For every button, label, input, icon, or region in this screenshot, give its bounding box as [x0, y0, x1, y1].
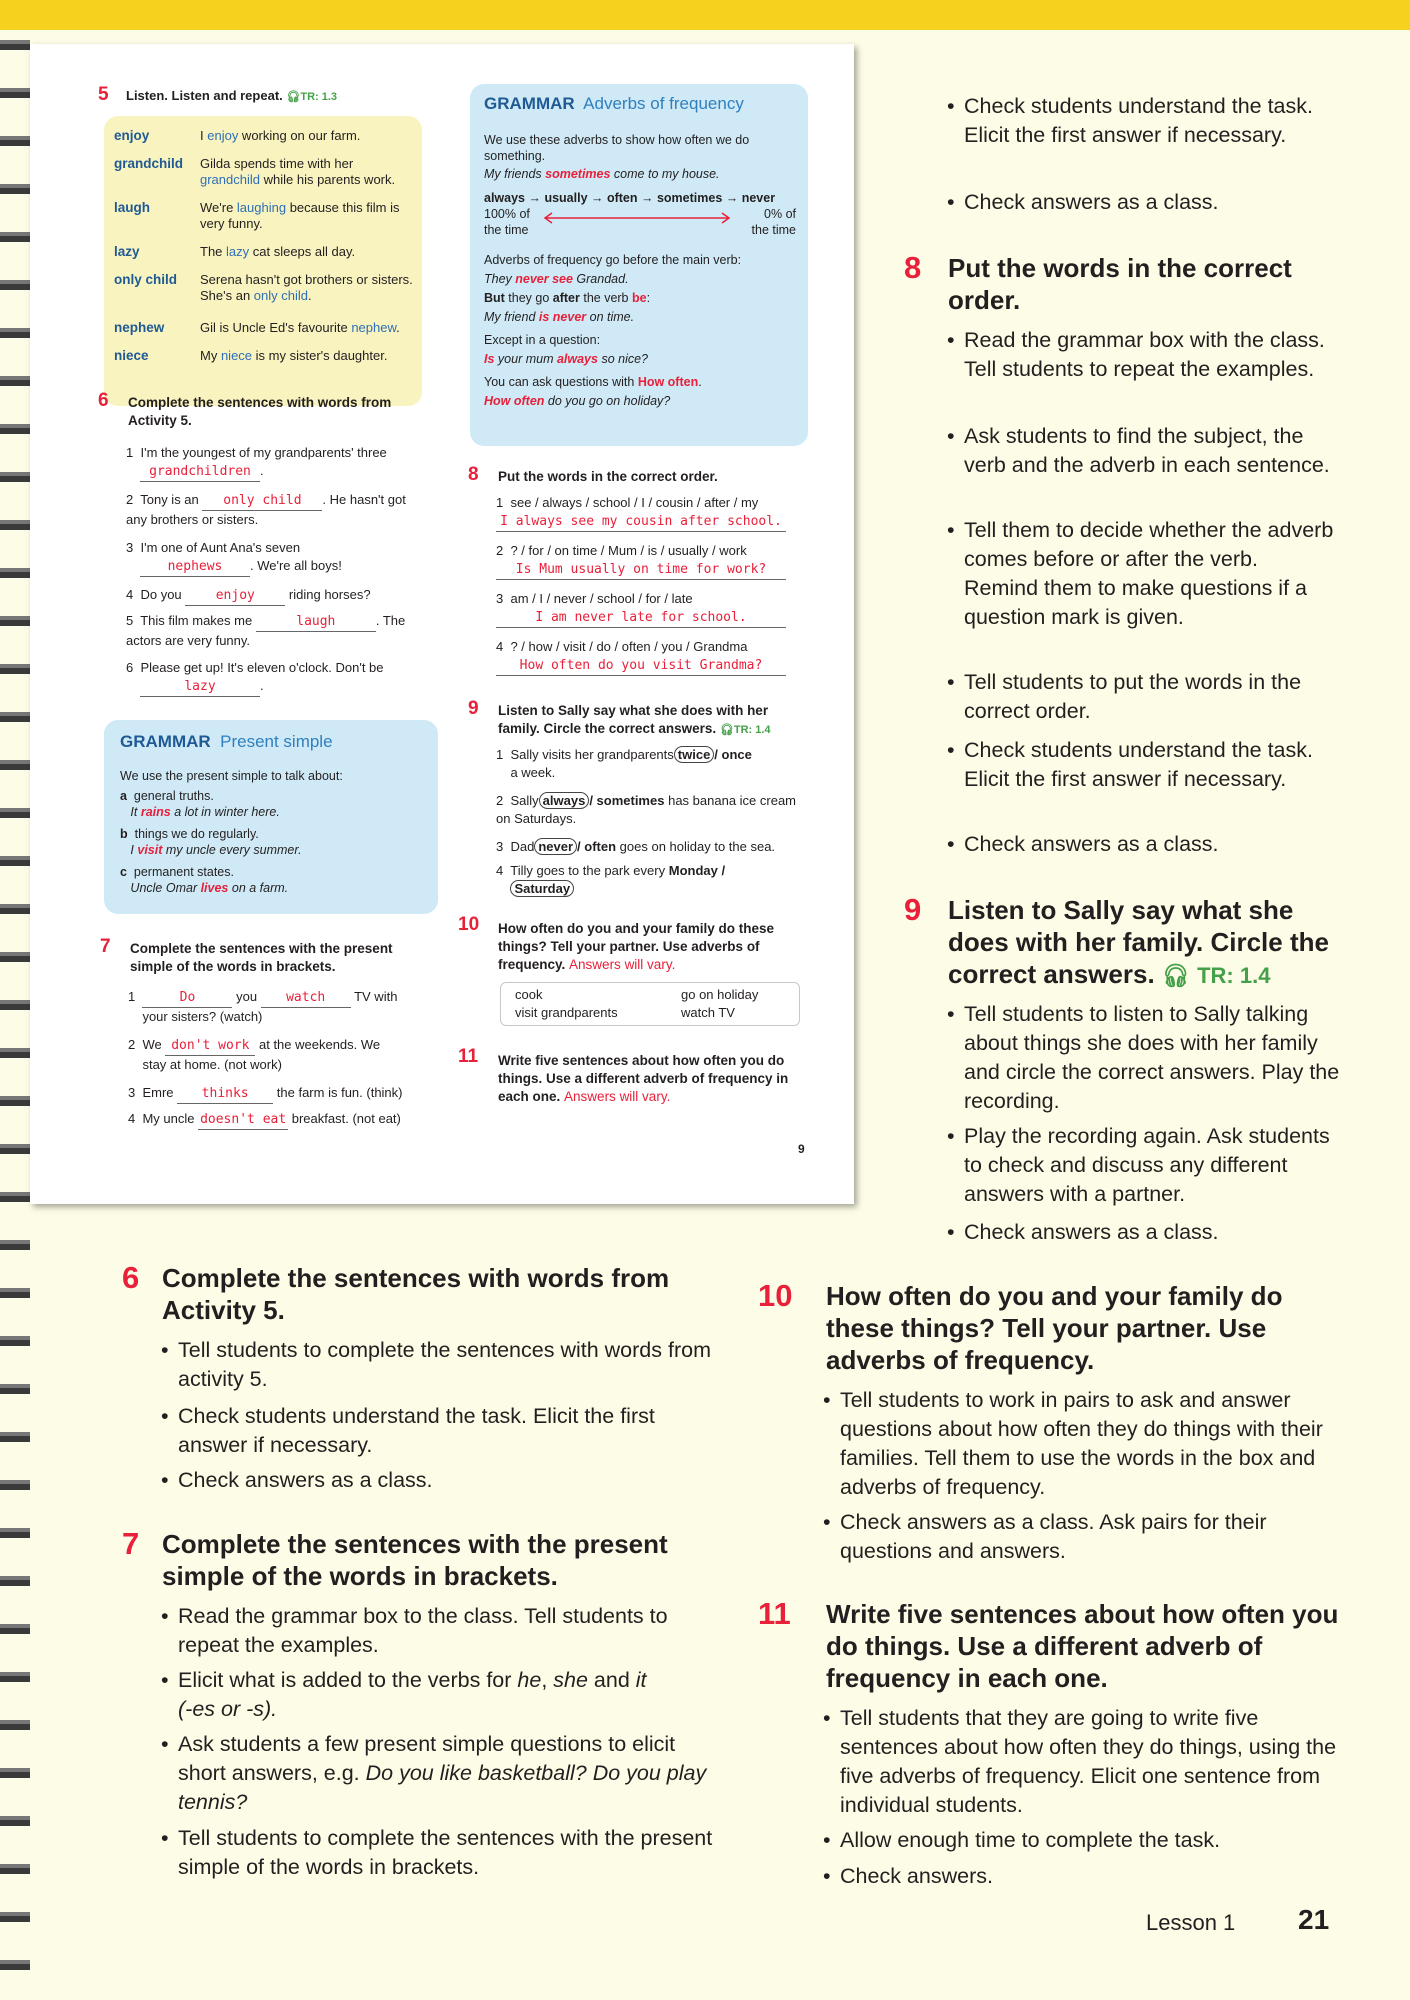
exercise-item: 6 Please get up! It's eleven o'clock. Don't be lazy . [126, 659, 426, 697]
activity-number: 7 [100, 936, 111, 957]
student-page-number: 9 [798, 1142, 805, 1156]
note-bullet: • Check students understand the task. Elicit the first answer if necessary. [964, 736, 1334, 794]
exercise-item: 2 ? / for / on time / Mum / is / usually / work Is Mum usually on time for work? [496, 542, 806, 580]
grammar-box-title: GRAMMAR Present simple [120, 732, 333, 751]
headphones-icon: 🎧︎ [1161, 963, 1190, 988]
note-bullet: • Check answers as a class. [964, 188, 1324, 217]
double-arrow-icon [542, 212, 732, 224]
exercise-item: 1 Do you watch TV with your sisters? (watch) [128, 989, 398, 1024]
exercise-item: 2 We don't work at the weekends. We stay at home. (not work) [128, 1037, 381, 1072]
activity-title: Listen. Listen and repeat. 🎧︎TR: 1.3 [126, 88, 338, 103]
note-bullet: • Check students understand the task. Elicit the first answer if necessary. [964, 92, 1324, 150]
note-number: 10 [758, 1278, 793, 1313]
grammar-line: Adverbs of frequency go before the main verb: [484, 253, 742, 267]
exercise-item: 3 Dad never / often goes on holiday to the sea. [496, 839, 776, 854]
word-box-item: cook [515, 987, 543, 1002]
activity-title: How often do you and your family do these things? Tell your partner. Use adverbs of frequency. Answers will vary. [498, 921, 775, 972]
grammar-item: a general truths. It rains a lot in winter here. [120, 789, 280, 819]
exercise-item: 3 I'm one of Aunt Ana's seven nephews . We're all boys! [126, 539, 426, 577]
word-box-item: visit grandparents [515, 1005, 618, 1020]
activity-title: Write five sentences about how often you do things. Use a different adverb of frequency in each one. Answers will vary. [498, 1053, 789, 1104]
note-heading: How often do you and your family do these things? Tell your partner. Use adverbs of frequency. [826, 1281, 1283, 1375]
note-bullet: • Tell students to complete the sentences with the present simple of the words in brackets. [178, 1824, 718, 1882]
word-box [500, 982, 800, 1026]
grammar-item: c permanent states. Uncle Omar lives on a farm. [120, 865, 289, 895]
lesson-label: Lesson 1 [1146, 1910, 1236, 1935]
grammar-line: But they go after the verb be: [484, 291, 651, 305]
activity-number: 11 [458, 1046, 479, 1067]
note-bullet: • Tell students to work in pairs to ask and answer questions about how often they do things with their families. Tell them to use the words in the box and adverbs of frequency. [840, 1386, 1360, 1502]
note-bullet: • Check students understand the task. Elicit the first answer if necessary. [178, 1402, 718, 1460]
activity-title: Listen to Sally say what she does with her family. Circle the correct answers. 🎧︎TR: 1.4 [498, 703, 771, 736]
note-bullet: • Allow enough time to complete the task. [840, 1826, 1360, 1855]
headphones-icon: 🎧︎ [286, 91, 301, 103]
note-bullet: • Ask students to find the subject, the verb and the adverb in each sentence. [964, 422, 1334, 480]
grammar-intro: We use the present simple to talk about: [120, 769, 343, 783]
exercise-item: 3 Emre thinks the farm is fun. (think) [128, 1084, 428, 1104]
note-bullet: • Tell students to complete the sentences with words from activity 5. [178, 1336, 718, 1394]
exercise-item: 2 Tony is an only child . He hasn't got any brothers or sisters. [126, 492, 406, 527]
vocabulary-box: enjoy I enjoy working on our farm. grandchild Gilda spends time with her grandchild while his parents work. laugh We're laughing because this film is very funny. lazy The lazy cat sleeps all day. only child Serena hasn't got brothers or sisters. She's an only child. nephew Gil is Uncle Ed's favourite nephew. niece My niece is my sister's daughter. [104, 116, 422, 406]
page-number: 21 [1298, 1904, 1330, 1935]
frequency-scale: always → usually → often → sometimes → never [484, 191, 776, 205]
note-number: 9 [904, 892, 922, 927]
word-box-item: go on holiday [681, 987, 759, 1002]
note-number: 8 [904, 250, 922, 285]
exercise-item: 1 Sally visits her grandparents twice / once a week. [496, 747, 752, 780]
note-number: 11 [758, 1596, 791, 1631]
note-heading: Put the words in the correct order. [948, 253, 1292, 315]
grammar-line: Except in a question: [484, 333, 601, 347]
exercise-item: 1 see / always / school / I / cousin / after / my I always see my cousin after school. [496, 494, 806, 532]
activity-number: 9 [468, 698, 479, 719]
activity-number: 10 [458, 914, 480, 935]
note-heading: Write five sentences about how often you do things. Use a different adverb of frequency in each one. [826, 1599, 1339, 1693]
activity-number: 8 [468, 464, 479, 485]
exercise-item: 3 am / I / never / school / for / late I am never late for school. [496, 590, 806, 628]
note-bullet: • Check answers as a class. Ask pairs for their questions and answers. [840, 1508, 1360, 1566]
word-box-item: watch TV [681, 1005, 735, 1020]
scale-right-label: 0% of the time [751, 207, 796, 237]
note-bullet: • Elicit what is added to the verbs for he, she and it (-es or -s). [178, 1666, 718, 1724]
note-number: 6 [122, 1260, 140, 1295]
student-book-page [30, 44, 854, 1204]
exercise-item: 5 This film makes me laugh . The actors are very funny. [126, 613, 406, 648]
note-bullet: • Check answers as a class. [964, 830, 1334, 859]
activity-title: Complete the sentences with words from Activity 5. [128, 395, 392, 428]
grammar-item: b things we do regularly. I visit my uncle every summer. [120, 827, 302, 857]
scale-left-label: 100% of the time [484, 207, 530, 237]
exercise-item: 1 I'm the youngest of my grandparents' three grandchildren . [126, 444, 426, 482]
exercise-item: 4 ? / how / visit / do / often / you / Grandma How often do you visit Grandma? [496, 638, 806, 676]
note-bullet: • Check answers as a class. [964, 1218, 1344, 1247]
activity-number: 5 [98, 84, 109, 105]
grammar-example: They never see Grandad. [484, 272, 629, 286]
note-bullet: • Ask students a few present simple questions to elicit short answers, e.g. Do you like basketball? Do you play tennis? [178, 1730, 718, 1817]
note-bullet: • Tell students to put the words in the correct order. [964, 668, 1334, 726]
grammar-box-title: GRAMMAR Adverbs of frequency [484, 94, 744, 113]
note-bullet: • Read the grammar box to the class. Tell students to repeat the examples. [178, 1602, 718, 1660]
activity-title: Put the words in the correct order. [498, 469, 718, 484]
note-bullet: • Tell students that they are going to write five sentences about how often they do things, using the five adverbs of frequency. Elicit one sentence from individual students. [840, 1704, 1360, 1820]
note-heading: Complete the sentences with the present simple of the words in brackets. [162, 1529, 668, 1591]
grammar-example: My friend is never on time. [484, 310, 635, 324]
grammar-line: You can ask questions with How often. [484, 375, 702, 389]
top-color-bar [0, 0, 1410, 30]
grammar-example: How often do you go on holiday? [484, 394, 671, 408]
note-bullet: • Read the grammar box with the class. Tell students to repeat the examples. [964, 326, 1334, 384]
note-bullet: • Check answers. [840, 1862, 1360, 1891]
note-number: 7 [122, 1526, 140, 1561]
note-bullet: • Check answers as a class. [178, 1466, 718, 1495]
note-heading: Listen to Sally say what she does with her family. Circle the correct answers. 🎧︎ TR: 1.4 [948, 895, 1329, 989]
grammar-example: Is your mum always so nice? [484, 352, 648, 366]
exercise-item: 2 Sally always / sometimes has banana ice cream on Saturdays. [496, 793, 797, 826]
note-heading: Complete the sentences with words from Activity 5. [162, 1263, 670, 1325]
note-bullet: • Play the recording again. Ask students to check and discuss any different answers with a partner. [964, 1122, 1344, 1209]
activity-title: Complete the sentences with the present simple of the words in brackets. [130, 941, 393, 974]
note-bullet: • Tell students to listen to Sally talking about things she does with her family and circle the correct answers. Play the recording. [964, 1000, 1344, 1116]
grammar-box-adverbs-of-frequency [470, 84, 808, 446]
exercise-item: 4 Do you enjoy riding horses? [126, 586, 426, 606]
spiral-binding [0, 30, 30, 2000]
grammar-box-present-simple [104, 720, 438, 914]
headphones-icon: 🎧︎ [719, 724, 734, 736]
grammar-line: We use these adverbs to show how often we do something. [484, 133, 750, 163]
exercise-item: 4 My uncle doesn't eat breakfast. (not eat) [128, 1110, 438, 1130]
activity-number: 6 [98, 390, 109, 411]
grammar-example: My friends sometimes come to my house. [484, 167, 720, 181]
note-bullet: • Tell them to decide whether the adverb comes before or after the verb. Remind them to make questions if a question mark is given. [964, 516, 1334, 632]
exercise-item: 4 Tilly goes to the park every Monday / Saturday [496, 863, 726, 896]
